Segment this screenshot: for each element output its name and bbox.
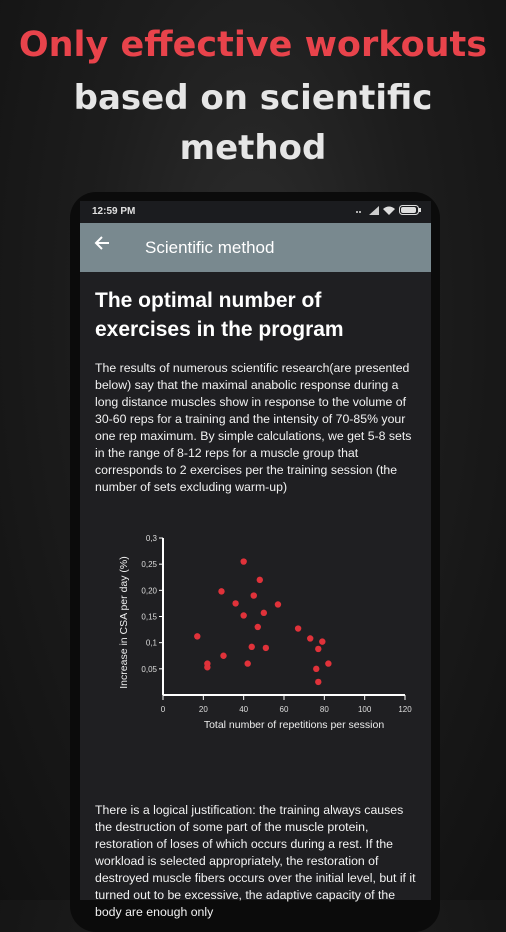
data-point [275,601,281,607]
y-axis-label: Increase in CSA per day (%) [118,556,130,689]
data-point [255,624,261,630]
arrow-back-icon[interactable] [94,234,110,257]
x-tick-label: 0 [160,705,166,714]
data-point [315,679,321,685]
data-point [194,633,200,639]
wifi-icon [383,206,395,215]
data-point [232,600,238,606]
data-point [240,558,246,564]
data-point [295,625,301,631]
y-tick-label: 0,3 [145,534,157,543]
dots-icon [355,206,365,214]
status-bar [80,201,431,223]
data-point [249,644,255,650]
x-tick-label: 120 [398,705,412,714]
data-point [307,635,313,641]
article-title: The optimal number of exercises in the program [95,289,344,341]
headline-line-1: Only effective workouts [18,25,488,65]
scatter-chart [95,518,416,788]
article-paragraph-2: There is a logical justification: the training always causes the destruction of some part of the muscle protein, restoration of loses of which occurs during a rest. If the workload is selected appropriately, the restoration of destroyed muscle fibers occurs over the initial level, but if it turned out to be excessive, the adaptive capacity of the body are enough only [95,803,416,919]
data-point [319,638,325,644]
data-point [204,664,210,670]
y-tick-label: 0,15 [141,612,157,622]
app-toolbar [80,223,431,272]
y-tick-label: 0,25 [141,560,157,570]
status-time: 12:59 PM [92,206,136,217]
headline-line-3: method [179,128,327,168]
data-point [251,592,257,598]
data-point [245,660,251,666]
data-point [218,588,224,594]
signal-icon [369,206,379,215]
y-tick-label: 0,20 [141,586,157,596]
data-point [220,653,226,659]
battery-icon [399,205,421,215]
x-tick-label: 40 [239,705,249,714]
status-icons [355,205,421,215]
data-point [261,610,267,616]
x-axis-label: Total number of repetitions per session [203,719,385,731]
chart-svg [95,518,416,788]
x-tick-label: 100 [357,705,372,714]
article-paragraph-1: The results of numerous scientific research(are presented below) say that the maximal anabolic response during a long distance muscles show in response to the volume of 30-60 reps for a training and the intensity of 70-85% your one rep maximum. By simple calculations, we get 5-8 sets in the range of 8-12 reps for a muscle group that corresponds to 2 exercises per the training session (the number of sets excluding warm-up) [95,361,412,494]
data-point [257,577,263,583]
y-tick-label: 0,05 [141,664,157,674]
data-point [240,612,246,618]
phone-screen [80,201,431,919]
x-tick-label: 60 [279,705,289,714]
x-tick-label: 80 [319,705,329,714]
y-tick-label: 0,1 [145,638,157,648]
article-content [80,286,431,921]
data-point [325,660,331,666]
data-point [315,646,321,652]
x-tick-label: 20 [198,705,208,714]
data-point [263,645,269,651]
toolbar-title: Scientific method [145,238,275,257]
data-point [313,666,319,672]
headline-line-2: based on scientific [73,78,433,118]
